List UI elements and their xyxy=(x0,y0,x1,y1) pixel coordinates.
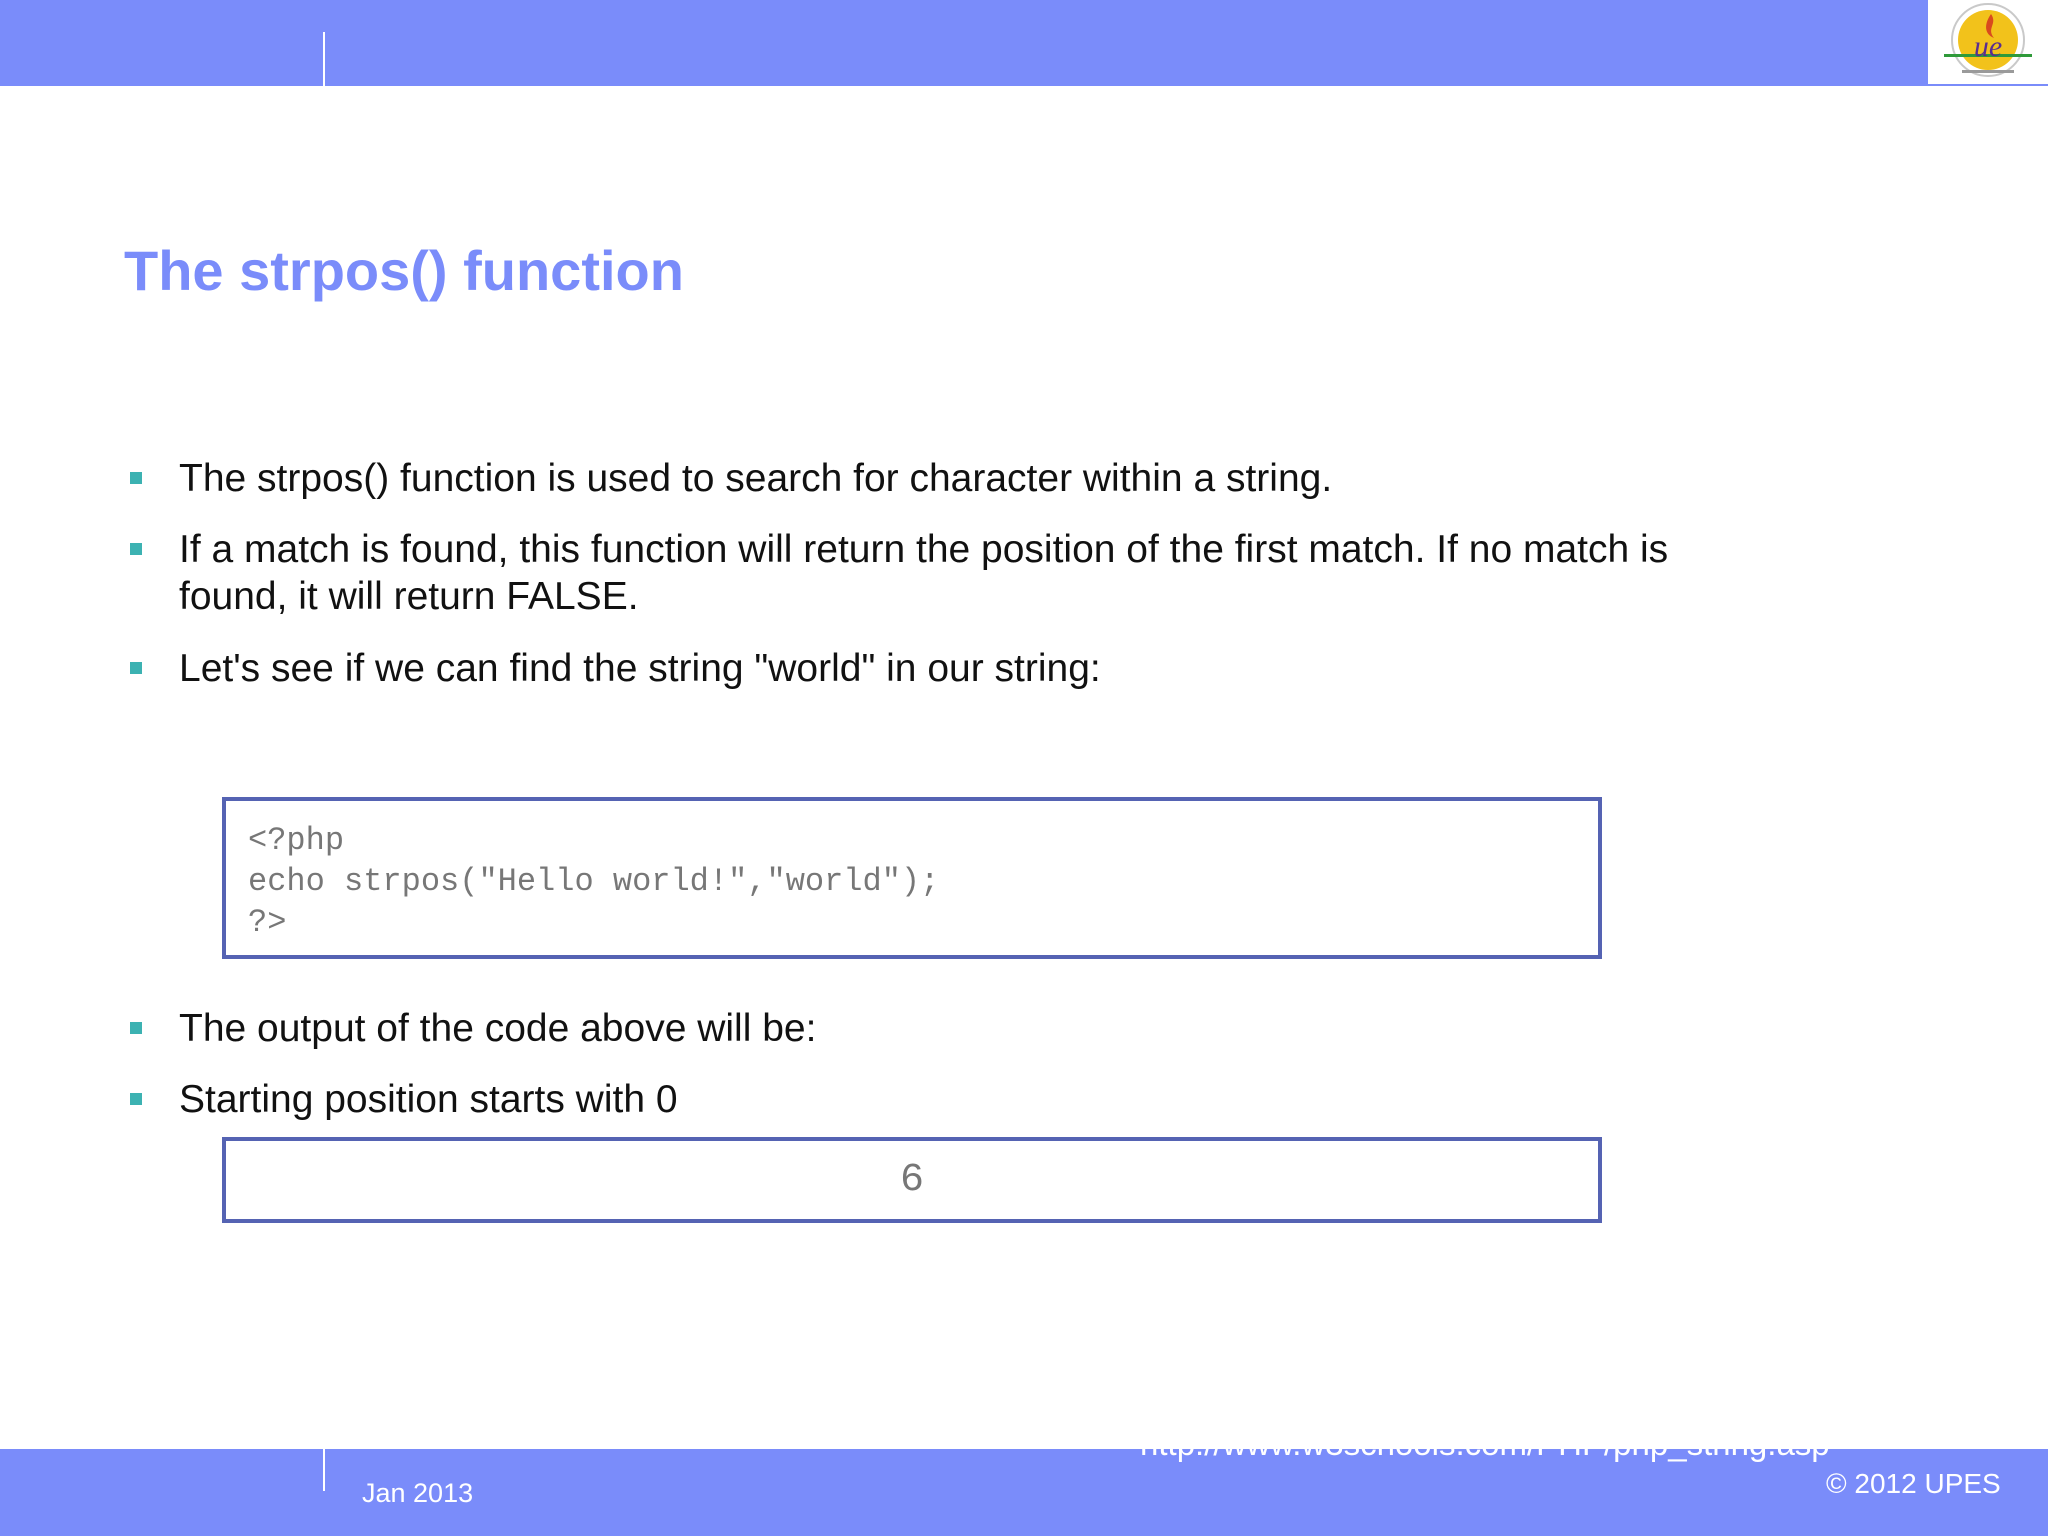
footer-date: Jan 2013 xyxy=(362,1478,474,1508)
code-line: <?php xyxy=(248,822,345,859)
footer-copyright: © 2012 UPES xyxy=(1826,1468,2001,1499)
bullet-text: Starting position starts with 0 xyxy=(179,1078,678,1121)
bullet-text: If a match is found, this function will return the position of the first match. If no match is found, it will return FALSE. xyxy=(179,528,1669,618)
upes-logo-icon xyxy=(1928,0,2048,84)
logo-text: ue xyxy=(1973,30,2003,63)
output-value: 6 xyxy=(899,1158,924,1203)
slide-title: The strpos() function xyxy=(124,239,684,302)
bullet-marker xyxy=(130,543,142,555)
bullet-marker xyxy=(130,1022,142,1034)
upes-logo xyxy=(1928,0,2048,84)
bullet-text: The strpos() function is used to search for character within a string. xyxy=(179,457,1333,500)
header-bar xyxy=(0,0,2048,86)
output-box xyxy=(222,1137,1602,1223)
header-divider xyxy=(323,32,325,86)
source-link[interactable]: http://www.w3schools.com/PHP/php_string.asp xyxy=(1140,1425,1830,1462)
bullet-text: The output of the code above will be: xyxy=(179,1007,817,1050)
code-line: echo strpos("Hello world!","world"); xyxy=(248,863,940,900)
bullet-marker xyxy=(130,662,142,674)
bullet-marker xyxy=(130,472,142,484)
code-box xyxy=(222,797,1602,959)
bullet-text: Let's see if we can find the string "world" in our string: xyxy=(179,647,1101,690)
bullet-marker xyxy=(130,1093,142,1105)
footer-divider xyxy=(323,1449,325,1491)
code-line: ?> xyxy=(248,904,287,941)
